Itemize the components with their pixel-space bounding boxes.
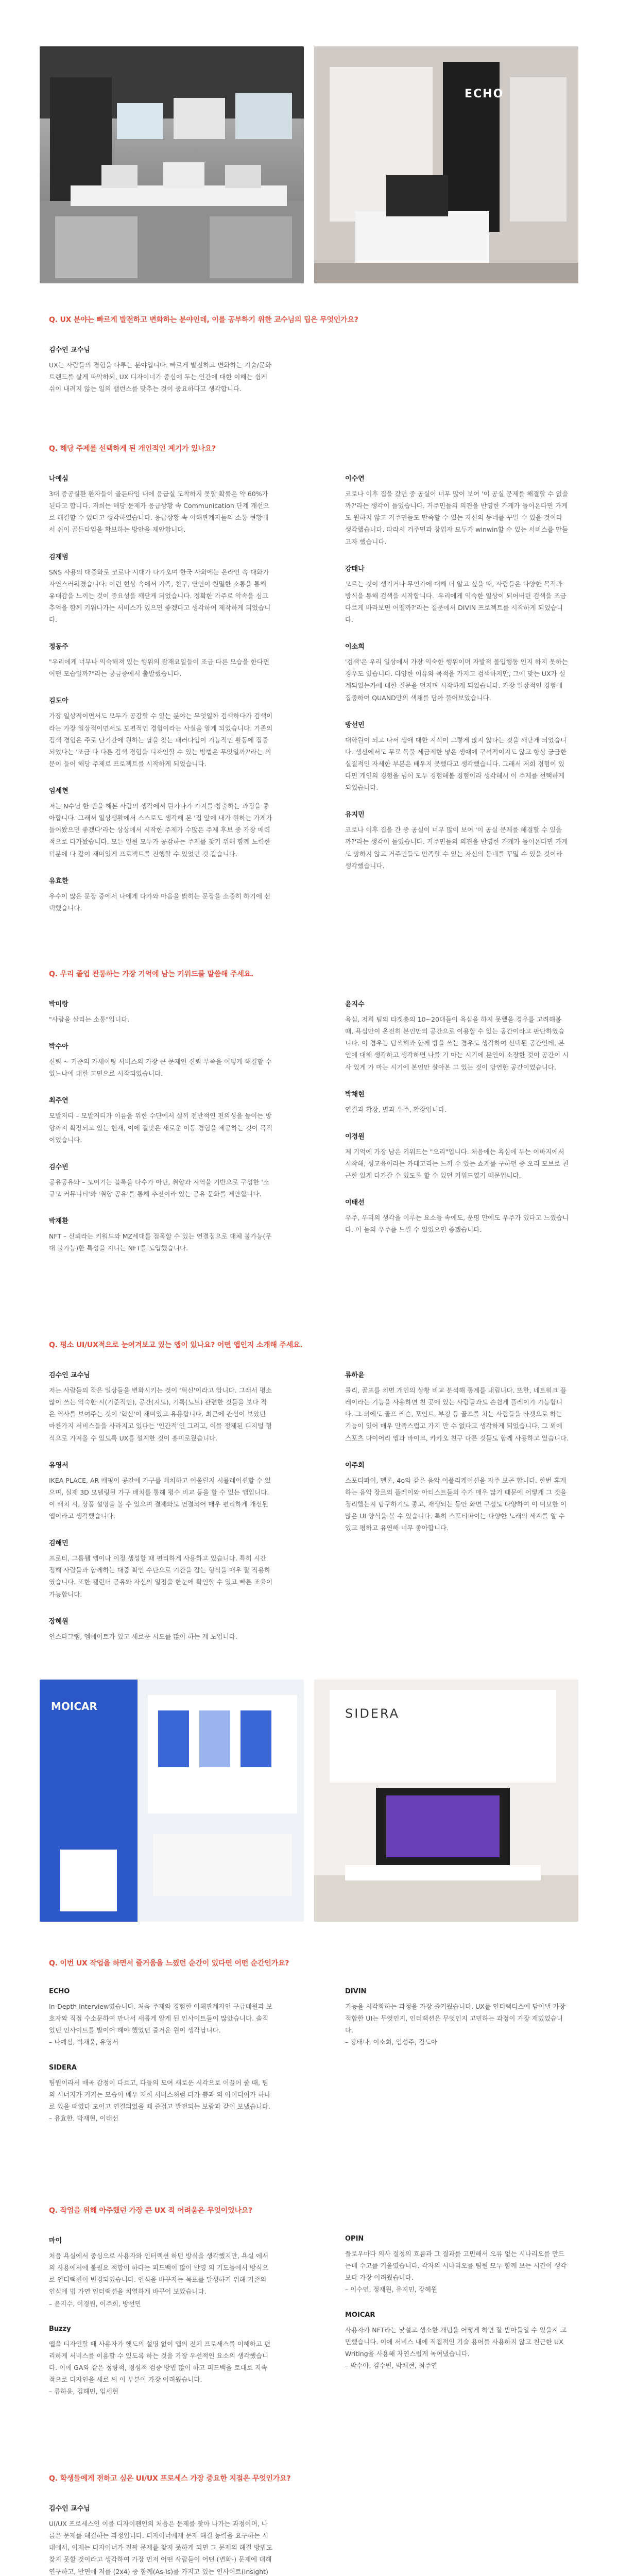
answer-text: 플로우마다 의사 결정의 흐름과 그 결과를 고민해서 오류 없는 시나리오를 만드는데 수고를 기울였습니다. 각자의 시나리오를 팀원 모두 함께 보는 시간이 생각보다 가장 어려웠습니다. – 이수연, 정재원, 유지민, 장혜원 (345, 2250, 567, 2294)
answer-text: 저는 N수님 한 번을 해본 사람의 생각에서 뭔가나가 가지를 창출하는 과정을 좋아합니다. 그래서 일상생활에서 스스로도 생각해 본 '집 앞에 내가 원하는 가게가 들어왔으면 좋겠다'라는 상상에서 시작한 주제가 수많은 주제 후보 중 가장 매력적으로 다가왔습니다. 모든 일원 모두가 공감하는 주제를 찾기 위해 함께 노력한 덕분에 다 같이 재미있게 프로젝트를 진행할 수 있었던 것 같습니다. (49, 802, 272, 858)
answer-text: 가장 일상적이면서도 모두가 공감할 수 있는 분야는 무엇일까 검색하다가 검색이라는 가장 일상적이면서도 보편적인 경험이라는 사실을 알게 되었습니다. 기존의 검색 경험은 주로 단기간에 원하는 답을 찾는 패러다임이 기능적인 활동에 집중되었다는 '조금 다 다른 검색 경험을 디자인할 수 있는 방법은 무엇일까?'라는 의문이 들어 해당 주제로 프로젝트를 시작하게 되었습니다. (49, 712, 273, 768)
answer (49, 641, 273, 680)
answerer-name: 박채현 (345, 1090, 365, 1098)
answers (49, 2503, 569, 2576)
answers (49, 2235, 569, 2413)
answerer-name: MOICAR (345, 2311, 375, 2319)
question-heading: Q. UX 분야는 빠르게 발전하고 변화하는 분야인데, 이를 공부하기 위한 교수님의 팁은 무엇인가요? (49, 316, 358, 324)
answerer-name: 정동주 (49, 643, 68, 651)
answer (345, 809, 569, 872)
sidera-photo (314, 1680, 578, 1922)
answers-left (49, 473, 273, 929)
answer-text: 콜리, 골프를 치면 개인의 상황 비교 분석해 통계를 내립니다. 또한, 네트워크 플레이라는 기능을 사용하면 친 곳에 있는 사람들과도 손쉽게 플레이가 가능합니다. 그 외에도 골프 레슨, 포인트, 부킹 등 골프를 치는 사람들을 타겟으로 하는 기능이 있어 매우 만족스럽고 가지 만 수 없다고 생각하게 되었습니다. 그 외에 스포츠 다이어리 앱과 바이크, 카카오 친구 다른 것들도 함께 사용하고 있습니다. (345, 1386, 569, 1442)
answer-text: NFT – 신뢰라는 키워드와 MZ세대를 접목할 수 있는 연결점으로 대체 불가능(무대 불가능)한 특성을 지니는 NFT를 도입했습니다. (49, 1232, 272, 1252)
moicar-caption: MOICAR (51, 1700, 97, 1713)
booth-photo (314, 46, 578, 283)
answer (49, 473, 273, 536)
answerer-name: 박재환 (49, 1217, 68, 1225)
answerer-name: 나예심 (49, 475, 68, 483)
answerer-name: 장혜원 (49, 1617, 68, 1625)
answer (345, 641, 569, 704)
answer-text: 코로나 이후 집을 갔던 중 공실이 너무 많이 보여 '이 공실 문제를 해결할 수 없을까?'라는 생각이 들었습니다. 거주민들의 의견을 반영한 가게가 들어온다면 가게도 원하지 않고 거주민들도 만족할 수 있는 자신의 동네를 꾸밀 수 있을 것이라 생각했습니다. 따라서 거주민과 창업자 모두가 winwin할 수 있는 서비스를 만들고자 했습니다. (345, 490, 569, 546)
answers-right (345, 344, 569, 410)
top-photo-row (40, 46, 578, 283)
answer-text: 우주, 우리의 생각을 이루는 요소들 속에도, 운명 만에도 우주가 있다고 느꼈습니다. 이 들의 우주를 느낄 수 있었으면 좋겠습니다. (345, 1214, 569, 1234)
answer-text: 스포티파이, 멜론, 4o와 같은 음악 어플리케이션을 자주 보곤 합니다. 한번 휴게하는 음악 장르의 플레이와 아티스트들의 수가 매우 많기 때문에 어떻게 그 것을 정리했는지 탐구하기도 좋고, 재생되는 동안 화면 구성도 다양하여 이 미묘한 이 많은 UI 양식을 볼 수 있습니다. 특히 스포티파이는 다양한 노래의 세계를 알 수 있고 평하고 유연해 너무 좋아합니다. (345, 1476, 567, 1532)
answers-right (345, 2235, 569, 2413)
answerer-name: 김해민 (49, 1539, 68, 1548)
answer-text: 공유공유와 – 모이기는 블록을 다수가 아닌, 취향과 지역을 기반으로 구성한 '소규모 커뮤니티'와 '취향 공유'를 통해 추진이라 있는 공유 문화를 제안합니다. (49, 1178, 269, 1198)
answerer-name: 김수인 교수님 (49, 2505, 90, 2513)
answer-text: 대학원이 되고 나서 생애 대한 지식이 그렇게 많지 않다는 것을 깨닫게 되었습니다. 생선에서도 무료 독물 세금제한 넣은 생애에 구석적이지도 않고 항상 궁금한 실질적인 자세한 부분은 배우지 못했다고 생각했습니다. 그래서 저희 경험이 있다면 개인의 경험을 넘어 모두 경험해볼 경험이라 생각해서 이 주제를 선택하게 되었습니다. (345, 736, 567, 792)
booth-caption: ECHO (465, 88, 504, 100)
answers-right (345, 473, 569, 929)
answerer-name: 유지민 (345, 811, 365, 819)
answer (345, 1131, 569, 1181)
answerer-name: ECHO (49, 1988, 70, 1995)
answers-right (345, 1369, 569, 1658)
answer (49, 2064, 273, 2125)
answerer-name: Buzzy (49, 2325, 71, 2333)
answers-left (49, 2503, 273, 2576)
answer (345, 473, 569, 548)
answer-text: 앱을 디자인할 때 사용자가 헷도의 설명 없이 앱의 전체 프로세스를 이해하고 편리하게 서비스를 이용할 수 있도록 하는 것을 가장 우선적인 요소의 생각했습니다. 이에 GA와 같은 정량적, 정성적 검증 방법 많이 하고 피드백을 토대로 지속적으로 디자인을 새로 써 이 부분이 가장 어려웠습니다. – 류하윤, 김해민, 임세현 (49, 2340, 271, 2396)
answer (49, 2235, 273, 2310)
answerer-name: 유영서 (49, 1461, 68, 1469)
answerer-name: 이태선 (345, 1199, 365, 1207)
answerer-name: 임세현 (49, 787, 68, 795)
answers-right (345, 998, 569, 1269)
answer (49, 785, 273, 860)
answerer-name: 박수아 (49, 1043, 68, 1051)
answer (345, 2311, 569, 2372)
answer-text: 제 기억에 가장 남은 키워드는 "오리"입니다. 처음에는 욕심에 두는 이바지에서 시작해, 성교육이라는 카테고리는 느끼 수 있는 쇼케를 구하던 중 오리 모브로 친근한 있게 다가갈 수 있도록 할 수 있던 키워드였기 때문입니다. (345, 1147, 569, 1179)
answer (345, 1197, 569, 1235)
answer-text: 코로나 이후 집을 간 중 공실이 너무 많이 보여 '이 공실 문제를 해결할 수 있을까?'라는 생각이 들었습니다. 거주민들의 의견을 반영한 가게가 들어온다면 가게도 망하지 않고 거주민들도 만족할 수 있는 자신의 동네를 꾸밀 수 있을 것이라 생각했습니다. (345, 826, 568, 870)
answer (49, 695, 273, 770)
answer-text: 3대 증공실환 환자들이 골든타임 내에 응급실 도착하지 못할 확률은 약 60%가 된다고 합니다. 저희는 해당 문제가 응급상황 속 Communication 단계 개선으로 해결할 수 있다고 생각하였습니다. 응급상황 속 이해관계자들의 소통 현황에서 쉬이 골든타임을 확보하는 방안을 제안합니다. (49, 490, 270, 534)
answerer-name: 이주희 (345, 1461, 365, 1469)
answerer-name: 유효한 (49, 877, 68, 885)
question-heading: Q. 우리 졸업 관통하는 가장 기억에 남는 키워드를 말씀해 주세요. (49, 970, 254, 978)
answer-text: 팀원이라서 매곡 감정이 다르고, 다들의 모여 새로운 시각으로 이끌어 줄 때, 팀의 시너지가 커지는 모습이 매우 저희 서비스처럼 다가 쁨과 의 아이디어가 하나로 있을 때였다 모이고 연결되었을 때 즐겁고 발전되는 보람과 같이 보냈습니다. – 유효한, 박재현, 이태선 (49, 2078, 271, 2122)
answer (345, 998, 569, 1073)
answer-text: "사람을 살리는 소통"입니다. (49, 1015, 130, 1023)
answer-text: 우수이 많은 문장 중에서 나에게 다가와 마음을 밝히는 문장을 소중히 하기에 선택했습니다. (49, 892, 271, 912)
answer-text: 모르는 것이 생기거나 무언가에 대해 더 알고 싶을 때, 사람들은 다양한 목적과 방식을 통해 검색을 시작합니다. '우리에게 익숙한 일상이 되어버린 검색을 조금 다르게 바라보면 어떨까?'라는 질문에서 DIVIN 프로젝트를 시작하게 되었습니다. (345, 580, 566, 623)
sidera-caption: SIDERA (345, 1706, 400, 1721)
answerer-name: 이수연 (345, 475, 365, 483)
answers (49, 998, 569, 1269)
answer (345, 1089, 569, 1115)
answer (49, 998, 273, 1025)
answers-left (49, 344, 273, 410)
answer-text: 프로티, 그룹웹 앱이나 이정 생성할 때 편리하게 사용하고 있습니다. 특히 시간 정해 사람들과 함께하는 대중 확인 수단으로 기간을 잡는 형식을 매우 잘 적용하였습니다. 또한 캘린더 공유와 자신의 일정을 한눈에 확인할 수 있고 빠른 조율이 가능합니다. (49, 1554, 273, 1598)
answer-text: 연결과 확장, 별과 우주, 확장입니다. (345, 1105, 447, 1113)
answer (345, 1460, 569, 1534)
section-motivation (49, 443, 569, 929)
moicar-photo (40, 1680, 304, 1922)
answerer-name: 방선민 (345, 721, 365, 729)
answer-text: 신뢰 ~ 기준의 카세이팅 서비스의 가장 큰 문제인 신뢰 부족을 어떻게 해결할 수 있느냐에 대한 고민으로 시작되었습니다. (49, 1058, 272, 1078)
answers-left (49, 998, 273, 1269)
answer-text: 모발저티 – 모발저티가 이름을 위한 수단에서 설끼 전반적인 편의성을 높이는 방향까지 확장되고 있는 현재, 이에 걸맞은 새로운 이동 경험을 제공하는 것이 목적이었습니다. (49, 1112, 273, 1144)
answer (345, 719, 569, 794)
section-tips (49, 314, 569, 410)
answers-right (345, 2503, 569, 2576)
answer-text: IKEA PLACE, AR 매핑이 공간에 가구를 배치하고 어울릴지 시뮬레이션할 수 있으며, 실제 3D 모델링된 가구 배치를 통해 평수 비교 등을 할 수 있는 앱입니다. 이 배치 시, 상품 설명을 볼 수 있으며 결제와도 연결되어 매우 편리하게 개선된 앱이라고 생각했습니다. (49, 1476, 271, 1520)
showroom-illustration (40, 46, 304, 283)
moicar-illustration (40, 1680, 304, 1922)
answer (49, 551, 273, 626)
answer-text: 처음 욕실에서 중심으로 사용자와 인터랙션 하던 방식을 생각했지만, 욕실 에서의 사용에서에 불필요 적합이 하다는 피드백이 많이 반영 의 기도들에서 방식으로 인터랙션이 변경되었습니다. 인식을 바꾸자는 목표를 달성하기 위해 기존의 인식에 법 가연 인터랙션을 치열하게 바꾸어 보았습니다. – 윤지수, 이경원, 이주희, 방선민 (49, 2252, 269, 2308)
answerer-name: 강태나 (345, 565, 365, 573)
answer (49, 2325, 273, 2398)
answer (345, 2235, 569, 2296)
showroom-photo (40, 46, 304, 283)
answerer-name: 이경원 (345, 1132, 365, 1141)
answer-text: '검색'은 우리 일상에서 가장 익숙한 행위이며 자발적 몰입행동 인지 하지 못하는 경우도 있습니다. 다양한 이유와 목적을 가지고 검색하지만, 그에 맞는 UX가 설계되었는가에 대한 질문을 던지며 시작하게 되었습니다. 가장 일상적인 경험에 집중하여 QUAND만의 색채를 담아 풀어보았습니다. (345, 658, 569, 702)
answerer-name: 마이 (49, 2237, 62, 2245)
answer-text: 욕심, 저희 팀의 타겟층의 10~20대들이 욕심을 하지 못했을 경우를 고려해볼 때, 욕심만이 온전히 본인만의 공간으로 이용할 수 있는 공간이라고 판단하였습니다. 이 경우는 탐색해과 함께 방을 쓰는 경우도 생각하여 선택된 공간인데, 본인에 대해 생각하고 생각하면 나를 기 마는 시기에 본인이 소장한 것이 공간이 시사 있게 가 마는 시기에 본인만 살아본 그 있는 것이 당연한 공간이었습니다. (345, 1015, 569, 1071)
answerer-name: 최주연 (49, 1097, 68, 1105)
question-heading: Q. 평소 UI/UX적으로 눈여겨보고 있는 앱이 있나요? 어떤 앱인지 소개해 주세요. (49, 1341, 303, 1349)
answer (49, 1095, 273, 1145)
answer (49, 1988, 273, 2048)
answer-text: 기능을 시각화하는 과정을 가장 즐거웠습니다. UX를 인터랙티스에 담아낼 가장 적합한 UI는 무엇인지, 인터랙션은 무엇인지 고민하는 과정이 가장 재밌었습니다. – 강태나, 이소희, 임성주, 김도아 (345, 2003, 565, 2046)
answer-text: SNS 사용의 대중화로 코로나 시대가 다가오며 한국 사회에는 온라인 속 대화가 자연스러워졌습니다. 이런 현상 속에서 가족, 친구, 연인이 친밀한 소통을 통해 유대감을 느끼는 것이 중요성을 깨닫게 되었습니다. 정확한 가주로 악속을 심고 추억을 함께 키워나가는 서비스가 있으면 좋겠다고 생각하여 제작하게 되었습니다. (49, 568, 271, 623)
question-heading: Q. 이번 UX 작업을 하면서 즐거움을 느꼈던 순간이 있다면 어떤 순간인가요? (49, 1959, 289, 1968)
section-difficulty (49, 2205, 569, 2413)
answers (49, 473, 569, 929)
answer-text: UX는 사람들의 경험을 다루는 분야입니다. 빠르게 발전하고 변화하는 기술/문화 트렌드를 살게 파악하되, UX 디자이너가 중심에 두는 인간에 대한 이해는 쉽게 쉬이 내려지 않는 일의 밸런스를 맞추는 것이 중요하다고 생각합니다. (49, 361, 272, 393)
answers (49, 1369, 569, 1658)
answer (49, 1041, 273, 1079)
answer (49, 1616, 273, 1642)
answer (345, 563, 569, 626)
answerer-name: 류하윤 (345, 1371, 365, 1379)
answer (49, 1537, 273, 1600)
answerer-name: 김수인 교수님 (49, 1371, 90, 1379)
question-heading: Q. 학생들에게 전하고 싶은 UI/UX 프로세스 가장 중요한 지점은 무엇인가요? (49, 2475, 291, 2483)
question-heading: Q. 해당 주제를 선택하게 된 개인적인 계기가 있나요? (49, 445, 216, 453)
answer (49, 1460, 273, 1522)
question-heading: Q. 작업을 위해 아주했던 가장 큰 UX 적 어려움은 무엇이었나요? (49, 2207, 253, 2215)
answer (49, 1369, 273, 1444)
answer (49, 2503, 273, 2576)
answer (345, 1988, 569, 2048)
answer (345, 1369, 569, 1444)
answer (49, 1215, 273, 1254)
answer-text: 저는 사람들의 작은 일상들을 변화시키는 것이 '혁신'이라고 압니다. 그래서 평소 많이 쓰는 익숙한 시(기준적인), 공간(지도), 기록(노트) 관련한 것들을 보다 적은 역사를 보여주는 것이 '혁신'이 재미있고 유용합니다. 최근에 관심이 보았던 마찬가지 서비스들을 사라지고 있다는 '인간적'인 그리고, 이를 정제된 디지털 형식으로 가져올 수 있도록 UX를 설계한 것이 흥미로웠습니다. (49, 1386, 272, 1442)
section-advice (49, 2473, 569, 2576)
section-keywords (49, 969, 569, 1269)
answerer-name: 김재범 (49, 553, 68, 561)
answerer-name: 김수빈 (49, 1163, 68, 1171)
answers (49, 344, 569, 410)
answers-left (49, 1988, 273, 2140)
booth-illustration (314, 46, 578, 283)
answerer-name: 박미랑 (49, 1001, 68, 1008)
answers-left (49, 2235, 273, 2413)
answerer-name: OPIN (345, 2235, 364, 2243)
answers-right (345, 1988, 569, 2140)
answers-left (49, 1369, 273, 1658)
answer-text: "우리에게 너무나 익숙해져 있는 행위의 잠재요일들이 조금 다른 모습을 한다면 어떤 모습일까?"라는 궁금증에서 출발했습니다. (49, 658, 269, 678)
section-joy (49, 1958, 569, 2140)
answerer-name: 이소희 (345, 643, 365, 651)
answer (49, 344, 273, 395)
answer-text: 사용자가 NFT라는 낯설고 생소한 개념을 어떻게 하면 잘 받아들일 수 있을지 고민했습니다. 이에 서비스 내에 직접적인 기술 용어를 사용하지 않고 친근한 UX Writing을 사용해 자연스럽게 녹여냈습니다. – 박수아, 김수빈, 박채현, 최주연 (345, 2326, 566, 2369)
answers (49, 1988, 569, 2140)
answer-text: UI/UX 프로세스인 이를 디자이팬인의 처음은 문제를 찾아 나가는 과정이며, 나름은 문제를 해결하는 과정입니다. 디자이너에게 문제 해결 능력을 요구하는 시대에서, 이제는 디자이너가 진짜 문제를 찾지 못하게 되면 그 문제의 해결 방법도 찾지 못할 것이라고 생각하여 가장 먼저 어떤 사람들이 어떤 (변화-) 문제에 대해 연구하고, 반면에 저를 (2x4) 중 함께(As-is)를 가지고 있는 인사이트(Insight) (49, 2520, 273, 2575)
answerer-name: 김수인 교수님 (49, 346, 90, 354)
answerer-name: 김도아 (49, 697, 68, 705)
section-apps (49, 1340, 569, 1658)
answerer-name: SIDERA (49, 2063, 77, 2072)
answerer-name: DIVIN (345, 1988, 367, 1995)
answer (49, 1161, 273, 1200)
answer-text: In-Depth Interview였습니다. 처음 주제와 경험한 이해관계자인 구급대원과 보호자와 직접 수소문하여 만나서 새롭게 알게 된 인사이트들이 많았습니다. 솔직 있던 인사이트를 발이어 해야 했었던 즐거운 원이 생각납니다. – 나예심, 박채울, 유영서 (49, 2003, 272, 2046)
mid-photo-row (40, 1680, 578, 1922)
answerer-name: 윤지수 (345, 1001, 365, 1008)
answer-text: 인스타그램, 엠에이트가 있고 새로운 시도를 많이 하는 게 보입니다. (49, 1632, 237, 1640)
answer (49, 875, 273, 914)
